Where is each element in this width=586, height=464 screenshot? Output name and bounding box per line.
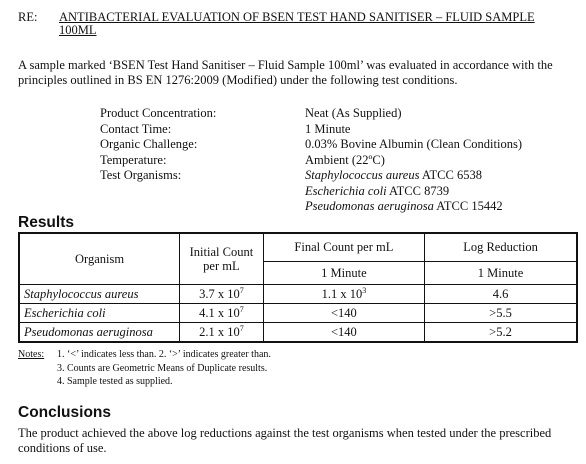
log-reduction-cell: 4.6 xyxy=(425,285,577,304)
organism-cell: Escherichia coli xyxy=(19,304,180,323)
note-item: 4. Sample tested as supplied. xyxy=(57,376,173,387)
table-row xyxy=(19,323,577,342)
condition-value: Ambient (22ºC) xyxy=(305,152,385,167)
organism-cell: Staphylococcus aureus xyxy=(19,285,180,304)
note-item: 3. Counts are Geometric Means of Duplicate results. xyxy=(57,362,268,374)
condition-value xyxy=(305,184,449,200)
organism-name: Pseudomonas aeruginosa xyxy=(305,199,434,213)
condition-value xyxy=(305,168,482,184)
organism-name: Escherichia coli xyxy=(305,183,387,198)
condition-label: Temperature: xyxy=(100,152,167,167)
condition-value: 0.03% Bovine Albumin (Clean Conditions) xyxy=(305,137,523,151)
notes-label: Notes: xyxy=(18,349,45,360)
final-count-cell: 1.1 x $10^3$ xyxy=(263,285,424,304)
condition-value: Neat (As Supplied) xyxy=(305,106,402,120)
strain-code: ATCC 6538 xyxy=(419,168,482,182)
header-final-subtitle: 1 Minute xyxy=(263,261,424,284)
log-reduction-cell: >5.5 xyxy=(425,304,577,323)
organism-name: Staphylococcus aureus xyxy=(305,168,420,182)
table-row xyxy=(19,304,577,323)
final-count-cell: <140 xyxy=(263,304,424,323)
condition-label: Contact Time: xyxy=(100,121,172,136)
condition-value: 1 Minute xyxy=(305,121,351,136)
note-item: 1. ‘<’ indicates less than. 2. ‘>’ indicates greater than. xyxy=(57,349,271,360)
re-label: RE: xyxy=(18,10,38,24)
log-reduction-cell: >5.2 xyxy=(425,323,577,342)
strain-code: ATCC 15442 xyxy=(433,199,503,213)
table-row xyxy=(19,285,577,304)
header-log-subtitle: 1 Minute xyxy=(425,261,577,284)
condition-label: Test Organisms: xyxy=(100,168,182,182)
conclusions-heading: Conclusions xyxy=(18,404,112,421)
results-table xyxy=(18,232,578,343)
strain-code: ATCC 8739 xyxy=(386,183,450,198)
intro-paragraph: A sample marked ‘BSEN Test Hand Sanitiser – Fluid Sample 100ml’ was evaluated in accordance with the principles outlined in BS EN 1276:2009 (Modified) under the following test conditions. xyxy=(18,58,553,87)
condition-label: Product Concentration: xyxy=(100,106,217,120)
initial-count-cell: 2.1 x $10^7$ xyxy=(180,323,264,342)
header-initial-count: Initial Count per mL xyxy=(180,233,264,285)
final-count-cell: <140 xyxy=(263,323,424,342)
condition-value xyxy=(305,199,503,215)
condition-label: Organic Challenge: xyxy=(100,137,198,151)
conclusions-paragraph: The product achieved the above log reductions against the test organisms when tested under the prescribed conditions of use. xyxy=(18,426,552,455)
initial-count-cell: 3.7 x $10^7$ xyxy=(180,285,264,304)
results-heading: Results xyxy=(18,214,74,231)
header-organism: Organism xyxy=(19,233,180,285)
document-title: ANTIBACTERIAL EVALUATION OF BSEN TEST HAND SANITISER – FLUID SAMPLE 100ML xyxy=(59,10,535,37)
header-log-reduction: Log Reduction xyxy=(425,233,577,261)
header-final-count: Final Count per mL xyxy=(263,233,424,261)
initial-count-cell: 4.1 x $10^7$ xyxy=(180,304,264,323)
organism-cell: Pseudomonas aeruginosa xyxy=(19,323,180,342)
